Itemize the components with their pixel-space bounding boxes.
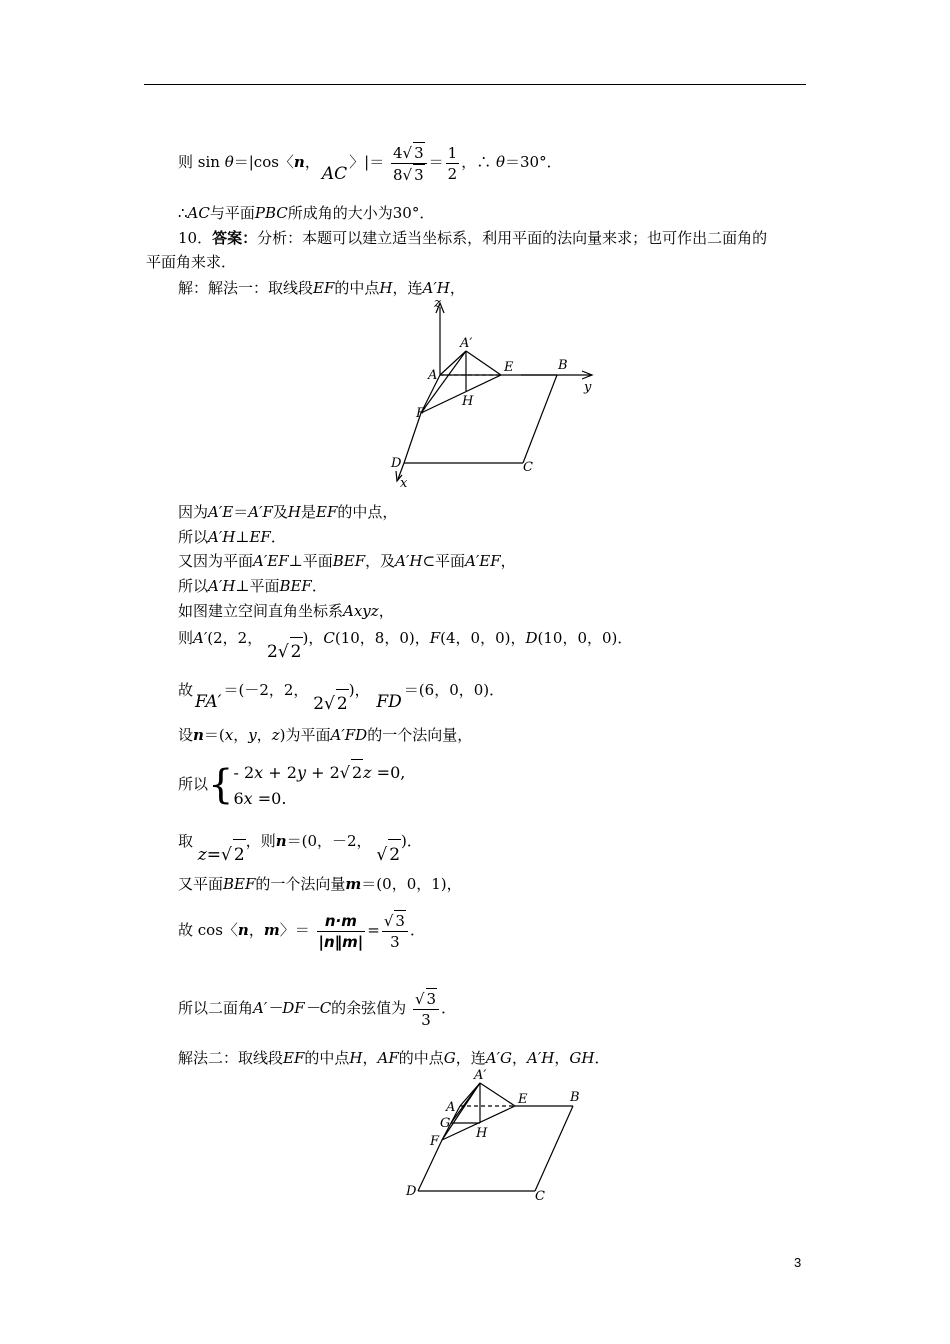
root-two-c: √ 2 [376, 839, 401, 870]
system-brace: { [208, 762, 234, 808]
equation-2: 6x =0. [233, 788, 287, 808]
fraction-nm: $\frac{n\cdot m}{|n‖m|}$ [318, 911, 364, 951]
line-also-because: 又因为平面A′EF⊥平面BEF，及A′H⊂平面A′EF， [178, 552, 516, 570]
root-two-two: 2√ 2 [267, 637, 303, 666]
edge-bc [523, 375, 557, 463]
line-coord-system: 如图建立空间直角坐标系Axyz， [178, 602, 394, 620]
line-choose-z: 取 z=√ 2，则n＝(0，－2， √ 2)． [178, 826, 422, 870]
line-continuation: 平面角来求． [146, 253, 237, 271]
header-rule [144, 84, 806, 85]
line-dihedral: 所以二面角A′－DF－C的余弦值为 $\frac{√ 3}{3}$ ． [178, 990, 457, 1029]
line-points: 则A′(2，2， 2√ 2)，C(10，8，0)，F(4，0，0)，D(10，0，0)． [178, 624, 632, 666]
fraction-one-half: $\frac{1}{2}$ [447, 143, 458, 183]
label2-g: G [440, 1116, 451, 1131]
label-x: x [400, 476, 408, 490]
label2-a: A [446, 1100, 456, 1115]
label2-d: D [406, 1184, 417, 1199]
line-method-two: 解法二：取线段EF的中点H，AF的中点G，连A′G，A′H，GH． [178, 1049, 610, 1067]
z-equals-root2: z=√ 2 [198, 839, 246, 870]
line-answer-10: 10．答案：分析：本题可以建立适当坐标系，利用平面的法向量来求；也可作出二面角的 [178, 229, 768, 247]
label2-h: H [476, 1126, 488, 1141]
fraction-root3-3: $\frac{√ 3}{3}$ [382, 910, 408, 952]
line-because: 因为A′E＝A′F及H是EF的中点， [178, 503, 398, 521]
label-b: B [558, 358, 568, 373]
figure-method-two [398, 1065, 598, 1205]
label-e: E [504, 360, 514, 375]
line-normal-vector: 设n＝(x，y，z)为平面A′FD的一个法向量， [178, 726, 473, 744]
line-plane-normal: 又平面BEF的一个法向量m＝(0，0，1)， [178, 875, 462, 893]
line-vectors: 故FA′＝(－2，2， 2√ 2)， FD＝(6，0，0)． [178, 676, 504, 718]
page-number: 3 [794, 1255, 802, 1270]
edge-a1e [466, 351, 501, 375]
equation-1: - 2x + 2y + 2√ 2z =0, [233, 759, 405, 786]
label-d: D [391, 456, 402, 471]
vector-fd: FD [376, 692, 402, 712]
figure-coordinate-system [380, 295, 610, 490]
fraction-root3-3-b: $\frac{√ 3}{3}$ [413, 988, 439, 1030]
line-so-plane: 所以A′H⊥平面BEF． [178, 577, 327, 595]
edge-a1e2 [480, 1083, 515, 1106]
label2-a-prime: A′ [474, 1068, 487, 1083]
edge-a1a [440, 351, 466, 375]
label2-b: B [570, 1090, 580, 1105]
label-f: F [416, 406, 426, 421]
vector-fa-prime: FA′ [195, 692, 222, 712]
line-cosine: 故 cos〈n，m〉＝ $\frac{n\cdot m}{|n‖m|}$ = $\frac{√ 3}{3}$ ． [178, 911, 425, 951]
label-a-prime: A′ [460, 336, 473, 351]
label-c: C [523, 460, 533, 475]
equation-system [233, 759, 405, 812]
line-so-perp: 所以A′H⊥EF． [178, 528, 286, 546]
label-h: H [462, 394, 474, 409]
label-a: A [428, 368, 438, 383]
label-y: y [584, 380, 592, 395]
root-two-two-b: 2√ 2 [313, 689, 349, 718]
fraction-4r3-8r3: $\frac{4√ 3}{8√ 3}$ [391, 142, 427, 185]
label2-f: F [430, 1134, 440, 1149]
vector-ac: AC [321, 164, 348, 184]
line-method-one: 解：解法一：取线段EF的中点H，连A′H， [178, 279, 465, 297]
line-system: 所以{ - 2x + 2y + 2√ 2z =0, 6x =0. [178, 756, 405, 812]
edge-bc2 [535, 1106, 573, 1191]
label2-e: E [518, 1092, 528, 1107]
line-ac-angle: ∴AC与平面PBC所成角的大小为30°． [178, 204, 435, 222]
edge-a1a2 [460, 1083, 480, 1106]
label-z: z [434, 296, 441, 311]
label2-c: C [535, 1189, 545, 1204]
line-sin-theta: 则 sin θ＝|cos〈n，AC〉|＝ $\frac{4√ 3}{8√ 3}$ ＝ $\frac{1}{2}$ ，∴ θ＝30°． [178, 140, 562, 196]
